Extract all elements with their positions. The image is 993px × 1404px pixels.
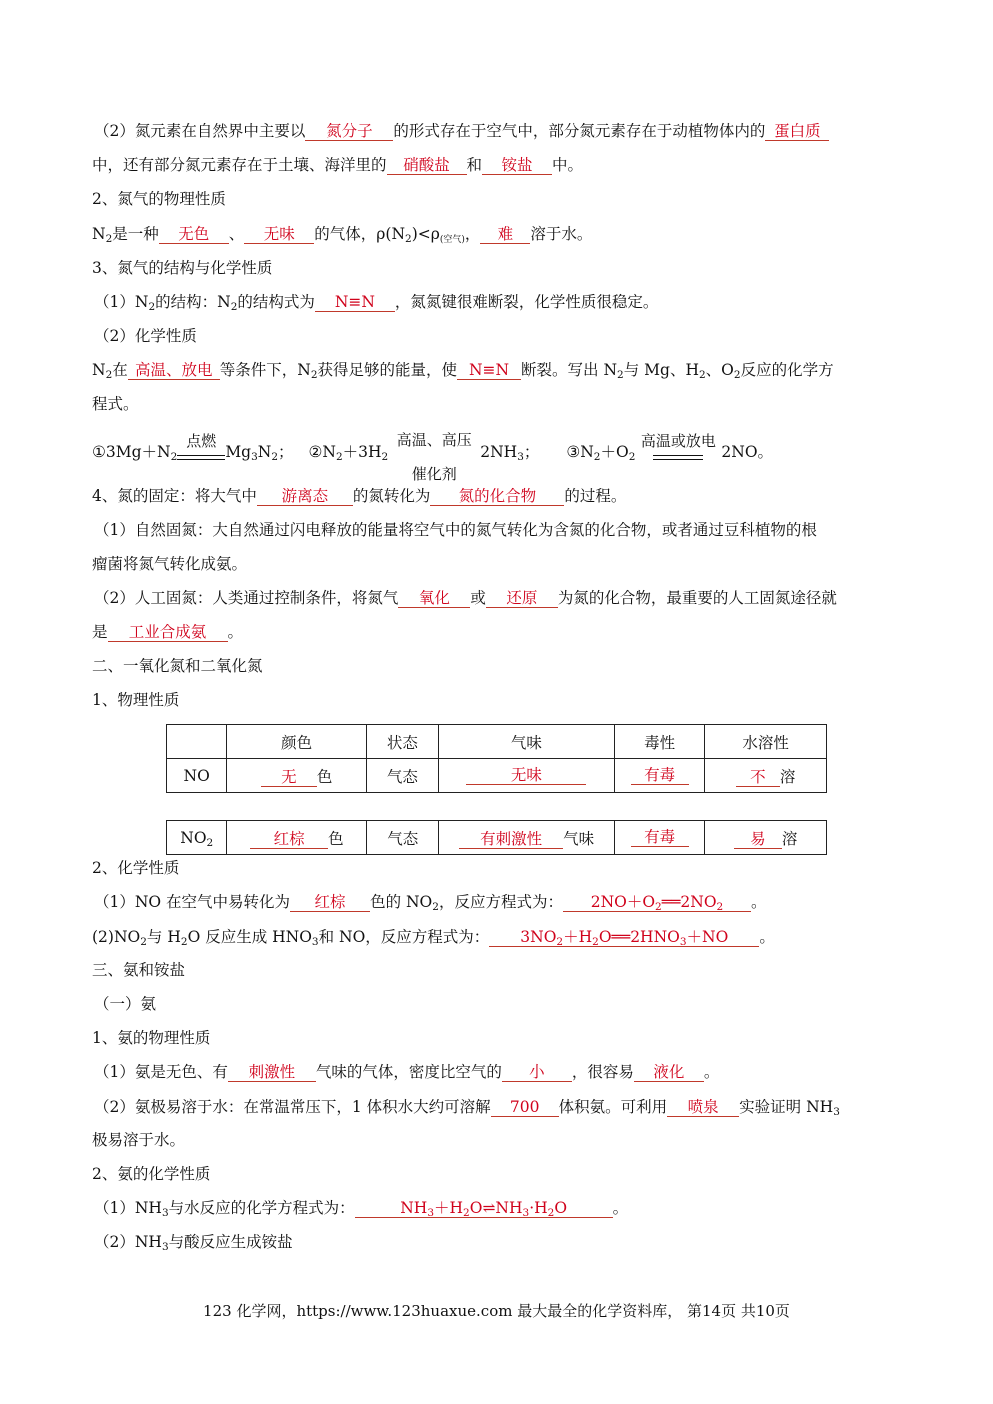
text: 断裂。写出 N bbox=[521, 361, 618, 379]
table-cell bbox=[438, 759, 614, 793]
text: ， bbox=[464, 225, 481, 243]
text: 与酸反应生成铵盐 bbox=[168, 1233, 293, 1251]
text: 。 bbox=[759, 928, 775, 946]
heading-structure: 3、氮气的结构与化学性质 bbox=[92, 259, 273, 277]
answer-equation: $3NO_2+H_2O══2HNO_3+NO$ bbox=[489, 928, 759, 947]
answer-blank: 红棕 bbox=[290, 893, 370, 912]
text: 的气体，ρ(N bbox=[314, 225, 406, 243]
answer-blank: 有毒 bbox=[631, 828, 689, 847]
answer-blank: 还原 bbox=[486, 589, 558, 608]
table-row bbox=[167, 759, 827, 793]
text: 反应的化学方 bbox=[740, 361, 834, 379]
subsection-ammonia: （一）氨 bbox=[94, 995, 157, 1013]
condition-high-temp-discharge: 高温或放电 bbox=[640, 431, 716, 450]
text: 和 NO，反应方程式为： bbox=[318, 928, 490, 946]
text: 或 bbox=[470, 589, 486, 607]
table-header: 状态 bbox=[366, 725, 438, 759]
text: 的过程。 bbox=[564, 487, 627, 505]
text: 实验证明 NH bbox=[739, 1098, 834, 1116]
text: 溶于水。 bbox=[530, 225, 593, 243]
text: 。 bbox=[703, 1063, 720, 1081]
table-cell bbox=[614, 821, 704, 855]
table-cell: $NO_2$ bbox=[167, 821, 227, 855]
answer-blank: 游离态 bbox=[257, 487, 353, 506]
text: ，反应方程式为： bbox=[438, 893, 563, 911]
answer-blank: 无 bbox=[261, 768, 317, 787]
text: 与 Mg、H bbox=[623, 361, 699, 379]
heading-no-chemical: 2、化学性质 bbox=[92, 859, 180, 877]
heading-physical-properties: 2、氮气的物理性质 bbox=[92, 190, 226, 208]
heading-no-physical: 1、物理性质 bbox=[92, 691, 180, 709]
heading-ammonia-physical: 1、氨的物理性质 bbox=[92, 1029, 211, 1047]
condition-high-temp-pressure: 高温、高压 bbox=[396, 431, 472, 449]
text: 获得足够的能量，使 bbox=[317, 361, 458, 379]
answer-blank: 无味 bbox=[244, 225, 314, 244]
text: （1）N bbox=[94, 293, 149, 311]
table-cell: 气态 bbox=[366, 759, 438, 793]
table-header: 颜色 bbox=[227, 725, 367, 759]
structure-line: $(1)N_2$的结构：$N_2$的结构式为 N≡N ，氮氮键很难断裂，化学性质很稳定。 bbox=[94, 293, 659, 313]
answer-blank: 氮分子 bbox=[305, 122, 393, 141]
text: 与水反应的化学方程式为： bbox=[168, 1199, 355, 1217]
no-properties-table bbox=[166, 724, 827, 793]
table-cell bbox=[439, 821, 615, 855]
answer-blank: 不 bbox=[736, 768, 780, 787]
answer-blank: N≡N bbox=[315, 293, 395, 312]
text: 是 bbox=[92, 623, 108, 641]
text: ，很容易 bbox=[571, 1063, 634, 1081]
text: 的形式存在于空气中，部分氮元素存在于动植物体内的 bbox=[393, 122, 766, 140]
text: 气味 bbox=[563, 829, 595, 848]
text: 。 bbox=[227, 623, 244, 641]
answer-blank: 刺激性 bbox=[228, 1063, 316, 1082]
answer-blank: 有毒 bbox=[631, 766, 689, 785]
equations-line bbox=[92, 431, 774, 483]
answer-blank: 铵盐 bbox=[482, 156, 552, 175]
nitrogen-fixation-line bbox=[92, 486, 626, 506]
page-footer: 123 化学网，https://www.123huaxue.com 最大最全的化学资料库， 第14页 共10页 bbox=[203, 1302, 790, 1320]
text: 与 H bbox=[146, 928, 181, 946]
answer-blank: 氮的化合物 bbox=[430, 487, 564, 506]
text: 的结构式为 bbox=[237, 293, 315, 311]
chemical-properties-line-1: $N_2$在 高温、放电 等条件下，$N_2$获得足够的能量，使 N≡N 断裂。写出 $N_2$与 Mg、$H_2$、$O_2$反应的化学方 bbox=[92, 361, 834, 381]
answer-blank: 小 bbox=[502, 1063, 572, 1082]
equation-h2: $②N_2+3H_2$ 高温、高压 催化剂 $2NH_3$； bbox=[308, 431, 540, 483]
text: 色 bbox=[328, 829, 344, 848]
text: 体积氨。可利用 bbox=[558, 1098, 668, 1116]
no-oxidation-line: （1）NO 在空气中易转化为 红棕 色的 $NO_2$，反应方程式为： $2NO+O_2══2NO_2$ 。 bbox=[94, 893, 767, 913]
section-3-title: 三、氨和铵盐 bbox=[92, 961, 186, 979]
chemical-properties-line-2: 程式。 bbox=[92, 395, 139, 413]
text: 色的 NO bbox=[370, 893, 433, 911]
text: （2）NH bbox=[94, 1233, 162, 1251]
text: 的氮转化为 bbox=[352, 487, 431, 505]
answer-blank: 硝酸盐 bbox=[387, 156, 467, 175]
nitrogen-nature-line-1 bbox=[94, 121, 829, 141]
ammonia-physical-line-2: （2）氨极易溶于水：在常温常压下，1 体积水大约可溶解 700 体积氨。可利用 喷泉 实验证明 $NH_3$ bbox=[94, 1098, 840, 1118]
text: 为氮的化合物，最重要的人工固氮途径就 bbox=[557, 589, 837, 607]
physical-properties-line: $N_2$是一种 无色 、 无味 的气体，$\rho(N_2)<\rho_{(空气)}$， 难 溶于水。 bbox=[92, 225, 593, 245]
answer-blank: 高温、放电 bbox=[128, 361, 220, 380]
table-cell: NO bbox=[167, 759, 227, 793]
text: (2)NO bbox=[92, 928, 141, 946]
condition-ignite: 点燃 bbox=[186, 431, 217, 450]
table-header: 水溶性 bbox=[705, 725, 827, 759]
answer-blank: 无味 bbox=[466, 766, 586, 785]
text: （2）氮元素在自然界中主要以 bbox=[94, 122, 306, 140]
answer-blank: 红棕 bbox=[250, 830, 328, 849]
text: 在 bbox=[112, 361, 128, 379]
text: 、 bbox=[228, 225, 245, 243]
nitrogen-nature-line-2 bbox=[92, 155, 583, 175]
answer-blank: 氧化 bbox=[398, 589, 470, 608]
text: 的结构：N bbox=[155, 293, 231, 311]
answer-blank: N≡N bbox=[457, 361, 521, 380]
artificial-fixation-line-1 bbox=[94, 588, 837, 608]
text: 。 bbox=[750, 893, 767, 911]
ammonia-physical-line-3: 极易溶于水。 bbox=[92, 1131, 186, 1149]
answer-blank: 有刺激性 bbox=[459, 830, 563, 849]
text: 溶 bbox=[779, 767, 796, 786]
ammonia-water-line: $(1)NH_3$与水反应的化学方程式为： $NH_3+H_2O\rightleftharpoons NH_3\cdot H_2O$ 。 bbox=[94, 1199, 629, 1219]
text: 是一种 bbox=[112, 225, 159, 243]
natural-fixation-line-1: （1）自然固氮：大自然通过闪电释放的能量将空气中的氮气转化为含氮的化合物，或者通过豆科植物的根 bbox=[94, 521, 817, 539]
answer-blank: 喷泉 bbox=[667, 1098, 739, 1117]
section-2-title: 二、一氧化氮和二氧化氮 bbox=[92, 657, 263, 675]
answer-blank: 工业合成氨 bbox=[108, 623, 228, 642]
table-header: 毒性 bbox=[614, 725, 704, 759]
text: （1）NH bbox=[94, 1199, 162, 1217]
text: 4、氮的固定：将大气中 bbox=[92, 487, 257, 505]
table-header: 气味 bbox=[438, 725, 614, 759]
table-cell bbox=[227, 821, 367, 855]
text: 气味的气体，密度比空气的 bbox=[315, 1063, 502, 1081]
table-cell bbox=[227, 759, 367, 793]
text: （1）氨是无色、有 bbox=[94, 1063, 228, 1081]
no2-properties-table bbox=[166, 820, 827, 855]
table-cell bbox=[614, 759, 704, 793]
text: 等条件下，N bbox=[219, 361, 311, 379]
table-header-row bbox=[167, 725, 827, 759]
ammonia-acid-line: $(2)NH_3$与酸反应生成铵盐 bbox=[94, 1233, 293, 1253]
text: （2）人工固氮：人类通过控制条件，将氮气 bbox=[94, 589, 399, 607]
text: O 反应生成 HNO bbox=[187, 928, 312, 946]
equation-mg: $①3Mg+N_2$ 点燃 $Mg_3N_2$； bbox=[92, 431, 294, 463]
heading-chemical-properties: （2）化学性质 bbox=[94, 327, 197, 345]
text: NO bbox=[180, 828, 207, 847]
answer-blank: 蛋白质 bbox=[765, 122, 829, 141]
answer-blank: 700 bbox=[491, 1098, 559, 1117]
text: )<ρ bbox=[411, 225, 440, 243]
text: 。 bbox=[612, 1199, 629, 1217]
text: ，氮氮键很难断裂，化学性质很稳定。 bbox=[394, 293, 659, 311]
table-cell bbox=[705, 759, 827, 793]
text: 中，还有部分氮元素存在于土壤、海洋里的 bbox=[92, 156, 387, 174]
text: （2）氨极易溶于水：在常温常压下，1 体积水大约可溶解 bbox=[94, 1098, 491, 1116]
answer-blank: 无色 bbox=[159, 225, 229, 244]
table-cell-empty bbox=[167, 725, 227, 759]
text: 色 bbox=[316, 767, 333, 786]
answer-blank: 易 bbox=[734, 830, 782, 849]
answer-equation: $2NO+O_2══2NO_2$ bbox=[563, 893, 751, 912]
heading-ammonia-chemical: 2、氨的化学性质 bbox=[92, 1165, 211, 1183]
answer-blank: 液化 bbox=[634, 1063, 704, 1082]
text: （1）NO 在空气中易转化为 bbox=[94, 893, 291, 911]
answer-equation: $NH_3+H_2O\rightleftharpoons NH_3\cdot H_2O$ bbox=[355, 1199, 613, 1218]
table-row bbox=[167, 821, 827, 855]
artificial-fixation-line-2 bbox=[92, 622, 243, 642]
ammonia-physical-line-1 bbox=[94, 1062, 719, 1082]
no2-water-line: $(2)NO_2$与 $H_2O$ 反应生成 $HNO_3$和 NO，反应方程式为： $3NO_2+H_2O══2HNO_3+NO$ 。 bbox=[92, 928, 775, 948]
text: 、O bbox=[705, 361, 734, 379]
natural-fixation-line-2: 瘤菌将氮气转化成氨。 bbox=[92, 555, 248, 573]
text: 中。 bbox=[552, 156, 584, 174]
text: 和 bbox=[466, 156, 483, 174]
text: 溶 bbox=[781, 829, 798, 848]
answer-blank: 难 bbox=[480, 225, 530, 244]
table-cell bbox=[705, 821, 827, 855]
equation-o2: $③N_2+O_2$ 高温或放电 2NO。 bbox=[566, 431, 774, 463]
condition-catalyst: 催化剂 bbox=[411, 465, 457, 483]
table-cell: 气态 bbox=[367, 821, 439, 855]
